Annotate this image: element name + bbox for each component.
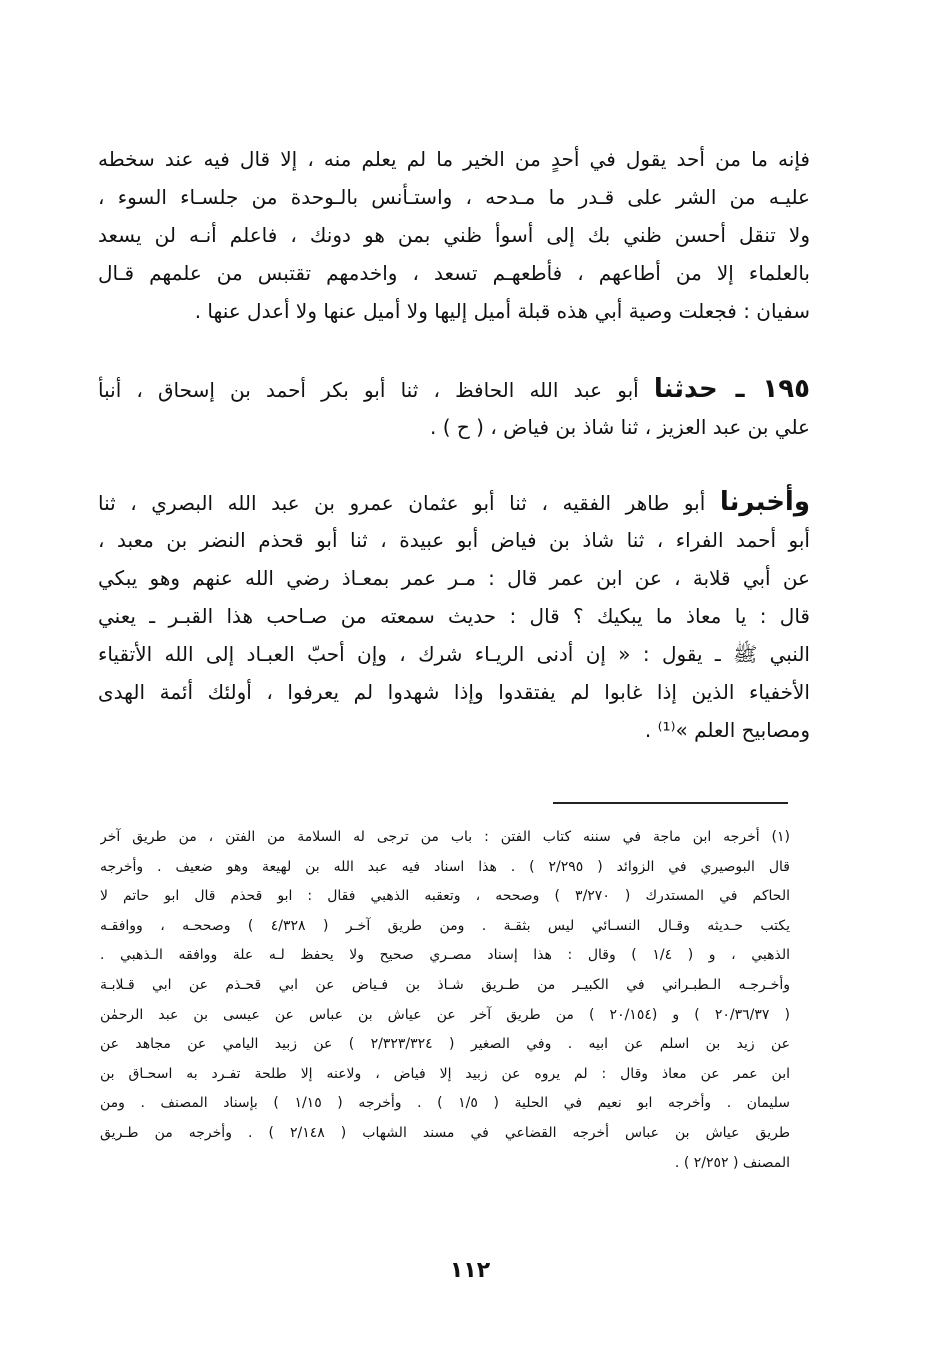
text-line bbox=[98, 483, 810, 521]
footnote-line: قال البوصيري في الزوائد ( ٢/٢٩٥ ) . هذا اسناد فيه عبد الله بن لهيعة وهو ضعيف . وأخرجه bbox=[100, 858, 790, 875]
page-number: ١١٢ bbox=[449, 1258, 491, 1283]
hadith-number-lead: ١٩٥ ـ حدثنا bbox=[653, 374, 810, 404]
text-line: فإنه ما من أحد يقول في أحدٍ من الخير ما لم يعلم منه ، إلا قال فيه عند سخطه bbox=[98, 147, 810, 171]
chain-lead-word: وأخبرنا bbox=[719, 487, 810, 517]
text-line-rest: أبو عبد الله الحافظ ، ثنا أبو بكر أحمد بن إسحاق ، أنبأ bbox=[98, 378, 639, 402]
text-line: ومصابيح العلم »⁽¹⁾ . bbox=[644, 718, 810, 742]
text-line: بالعلماء إلا من أطاعهم ، فأطعهـم تسعد ، واخدمهم تقتبس من علمهم قـال bbox=[98, 261, 810, 285]
text-line bbox=[98, 370, 810, 408]
footnote-line: ابن عمر عن معاذ وقال : لم يروه عن زبيد إلا فياض ، ولاعنه إلا طلحة تفـرد به اسحـاق بن bbox=[100, 1065, 790, 1082]
text-line: الأخفياء الذين إذا غابوا لم يفتقدوا وإذا شهدوا لم يعرفوا ، أولئك أئمة الهدى bbox=[98, 680, 810, 704]
footnote bbox=[100, 823, 790, 1178]
text-line: قال : يا معاذ ما يبكيك ؟ قال : حديث سمعته من صـاحب هذا القبـر ـ يعني bbox=[98, 604, 810, 628]
footnote-line: الحاكم في المستدرك ( ٣/٢٧٠ ) وصححه ، وتعقبه الذهبي فقال : ابو قحذم قال ابو حاتم لا bbox=[100, 888, 790, 905]
footnote-line: وأخـرجـه الـطبـراني في الكبيـر من طـريق شـاذ بن فـياض عن ابي قحـذم عن ابي قـلابـة bbox=[100, 976, 790, 993]
text-line: عليـه من الشر على قـدر ما مـدحه ، واستـأنس بالـوحدة من جلسـاء السوء ، bbox=[98, 185, 810, 209]
text-line: علي بن عبد العزيز ، ثنا شاذ بن فياض ، ( ح ) . bbox=[430, 415, 810, 439]
text-line: النبي ﷺ ـ يقول : « إن أدنى الريـاء شرك ، وإن أحبّ العبـاد إلى الله الأتقياء bbox=[98, 642, 810, 666]
footnote-line: يكتب حـديثه وقـال النسـائي ليس بثقـة . ومن طريق آخـر ( ٤/٣٢٨ ) وصححـه ، ووافقـه bbox=[100, 917, 790, 934]
footnote-line: سليمان . وأخرجه ابو نعيم في الحلية ( ١/٥ ) . وأخرجه ( ١/١٥ ) بإسناد المصنف . ومن bbox=[100, 1095, 790, 1112]
hadith-195-chain bbox=[98, 370, 810, 446]
text-line: ولا تنقل أحسن ظني بك إلى أسوأ ظني بمن هو دونك ، فاعلم أنـه لن يسعد bbox=[98, 223, 810, 247]
text-line: أبو أحمد الفراء ، ثنا شاذ بن فياض أبو عبيدة ، ثنا أبو قحذم النضر بن معبد ، bbox=[98, 528, 810, 552]
text-line: سفيان : فجعلت وصية أبي هذه قبلة أميل إليها ولا أميل عنها ولا أعدل عنها . bbox=[194, 299, 810, 323]
text-line-rest: أبو طاهر الفقيه ، ثنا أبو عثمان عمرو بن عبد الله البصري ، ثنا bbox=[98, 491, 706, 515]
footnote-line: طريق عياش بن عباس أخرجه القضاعي في مسند الشهاب ( ٢/١٤٨ ) . وأخرجه من طـريق bbox=[100, 1124, 790, 1141]
footnote-line: عن زيد بن اسلم عن ابيه . وفي الصغير ( ٢/٣٢٣/٣٢٤ ) عن زبيد اليامي عن مجاهد عن bbox=[100, 1036, 790, 1053]
footnote-line: الذهبي ، و ( ١/٤ ) وقال : هذا إسناد مصـري صحيح ولا يحفظ لـه علة ووافقه الـذهبي . bbox=[100, 947, 790, 964]
text-line: عن أبي قلابة ، عن ابن عمر قال : مـر عمر بمعـاذ رضي الله عنهم وهو يبكي bbox=[98, 566, 810, 590]
hadith-195-second-chain bbox=[98, 483, 810, 749]
footnote-line: (١) أخرجه ابن ماجة في سننه كتاب الفتن : باب من ترجى له السلامة من الفتن ، من طريق آخر bbox=[100, 829, 790, 845]
footnote-line: المصنف ( ٢/٢٥٢ ) . bbox=[674, 1154, 790, 1171]
footnote-separator bbox=[553, 802, 788, 804]
paragraph-quote bbox=[98, 140, 810, 330]
footnote-line: ( ٢٠/٣٦/٣٧ ) و (٢٠/١٥٤ ) من طريق آخر عن عياش بن عباس عن عيسى بن عبد الرحمٰن bbox=[100, 1006, 790, 1023]
